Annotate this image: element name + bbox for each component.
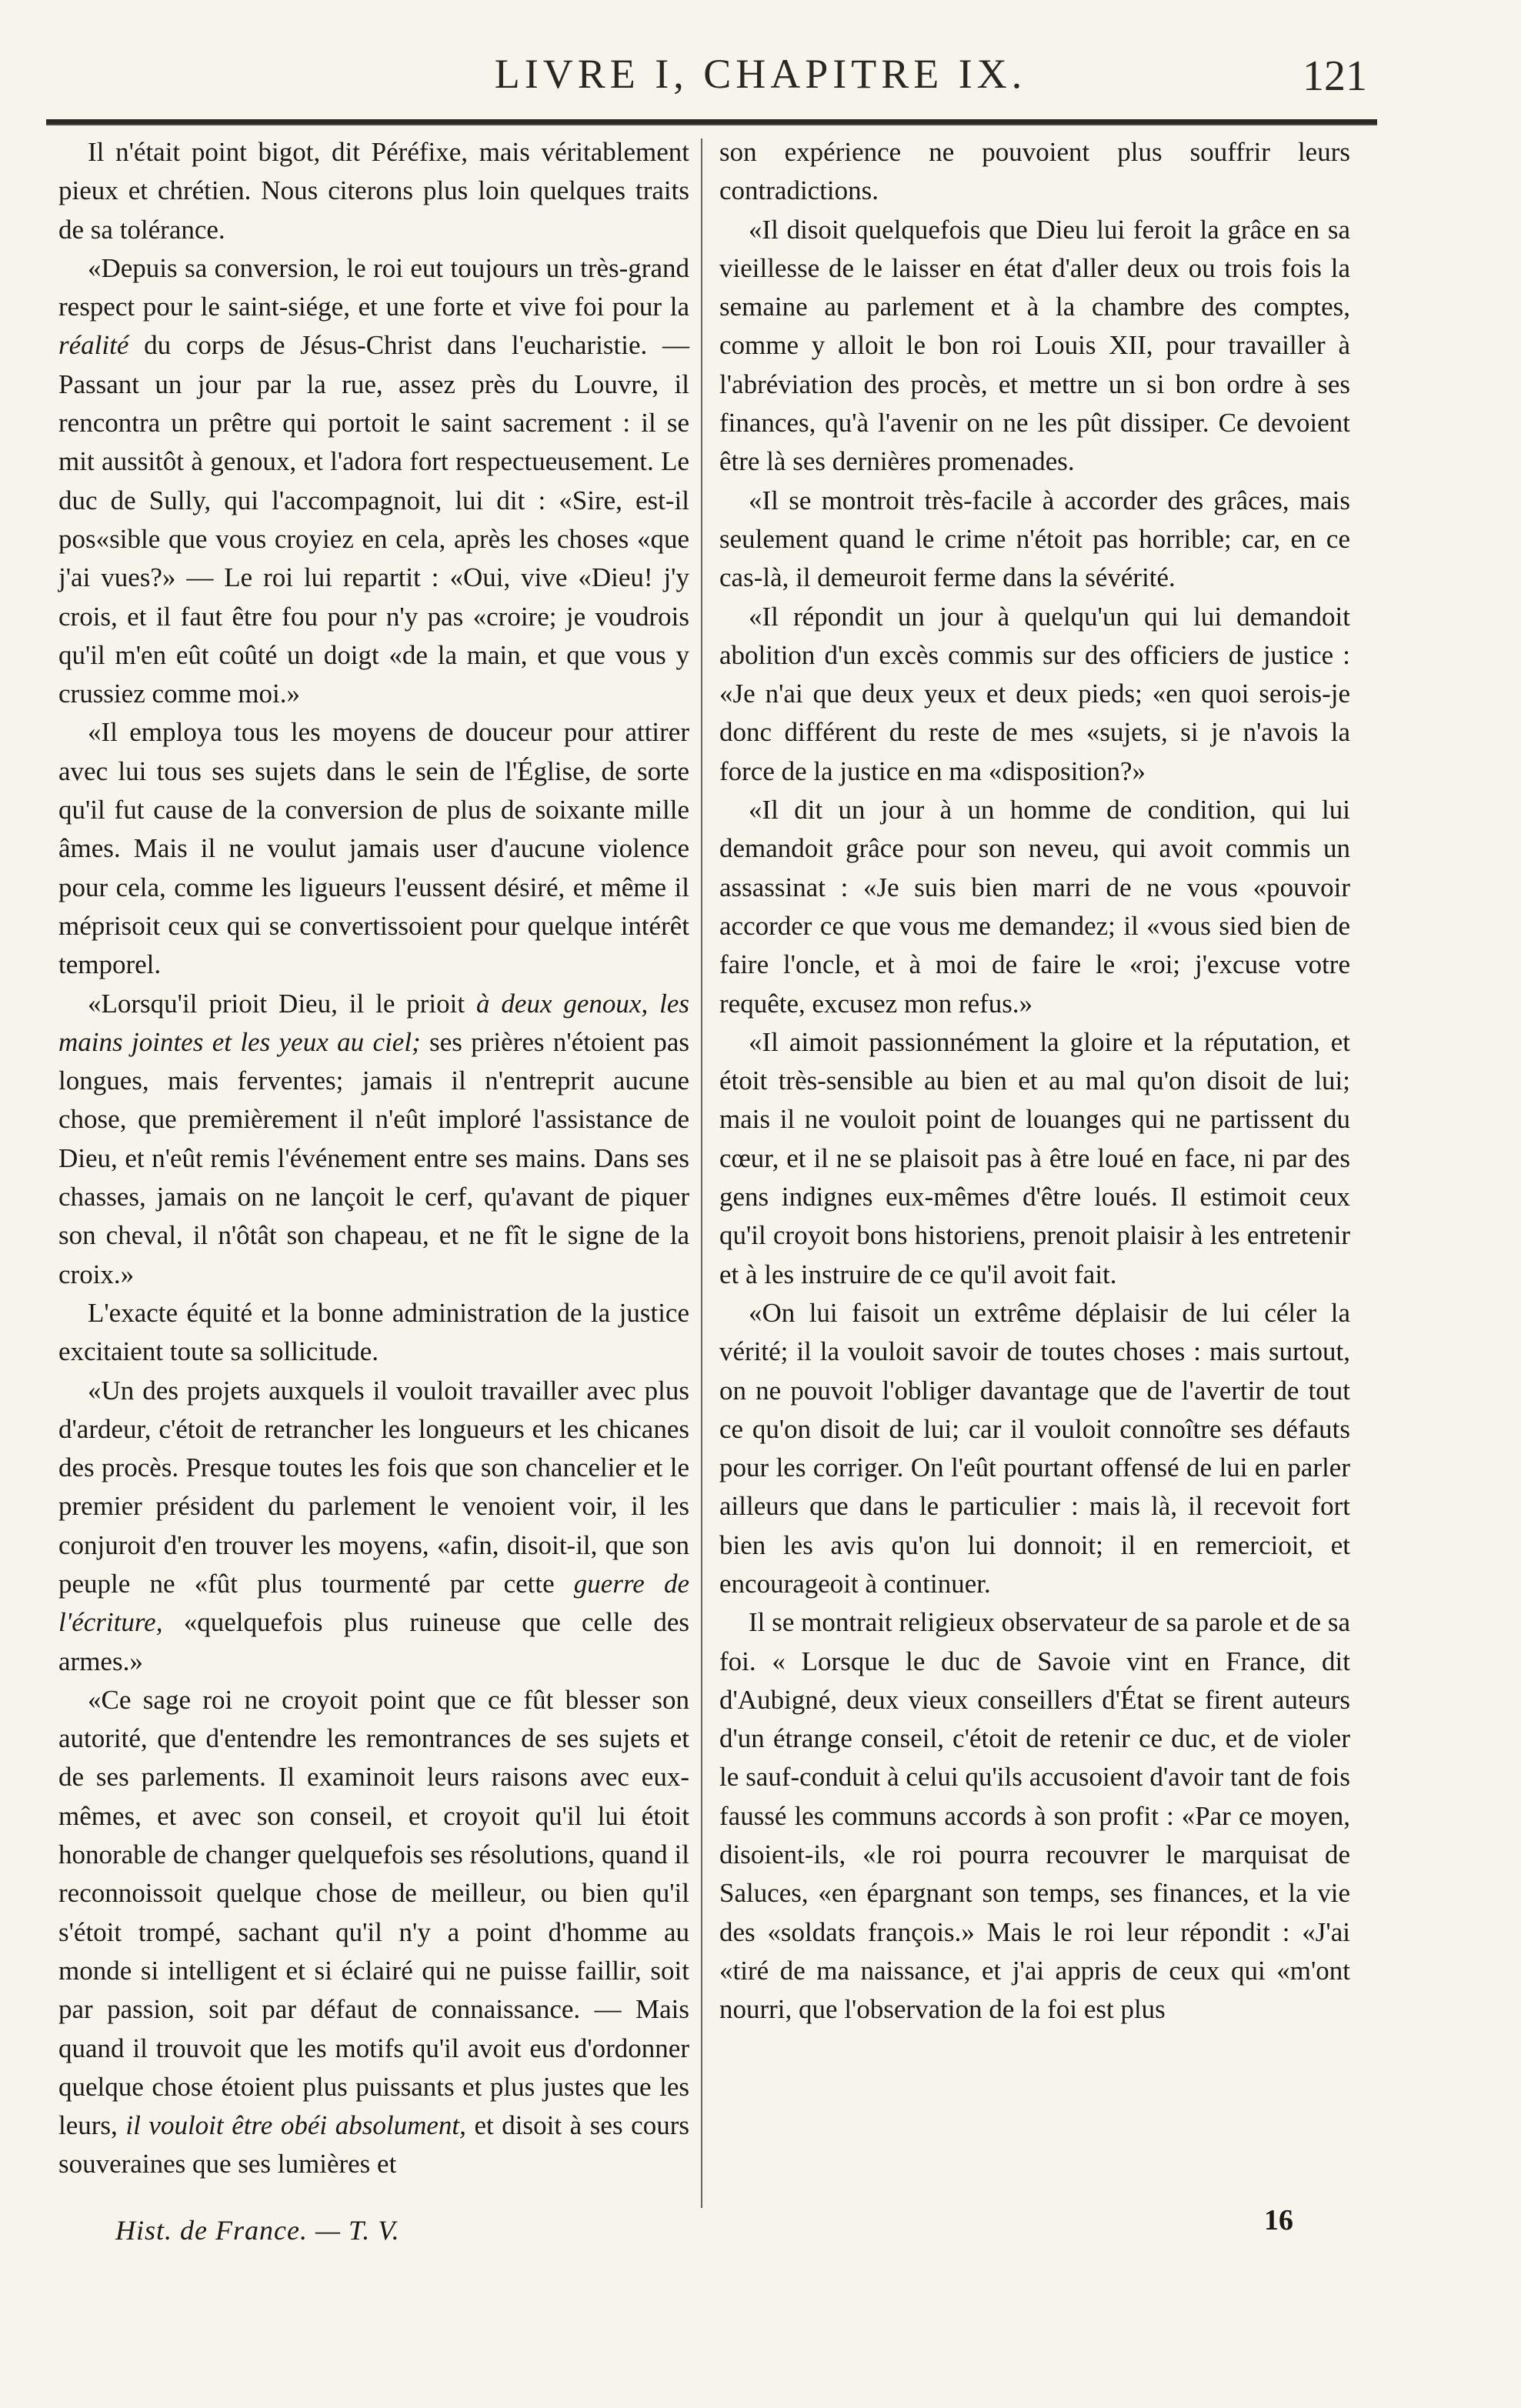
text-run: «Lorsqu'il prioit Dieu, il le prioit <box>88 988 476 1019</box>
paragraph: L'exacte équité et la bonne administration de la justice excitaient toute sa sollicitude. <box>58 1297 689 1367</box>
text-run: du corps de Jésus-Christ dans l'eucharistie. — Passant un jour par la rue, assez près du Louvre, il rencontra un prêtre qui portoit le saint sacrement : il se mit aussitôt à genoux, et l'adora fort respectueusement. Le duc de Sully, qui l'accompagnoit, lui dit : «Sire, est-il pos«sible que vous croyiez en cela, après les choses «que j'ai vues?» — Le roi lui repartit : «Oui, vive «Dieu! j'y crois, et il faut être fou pour n'y pas «croire; je voudrois qu'il m'en eût coûté un doigt «de la main, et que vous y crussiez comme moi.» <box>58 330 689 709</box>
running-head: LIVRE I, CHAPITRE IX. <box>494 51 1027 97</box>
paragraph <box>58 1681 689 2184</box>
text-run: ses prières n'étoient pas longues, mais ferventes; jamais il n'entreprit aucune chose, que premièrement il n'eût imploré l'assistance de Dieu, et n'eût remis l'événement entre ses mains. Dans ses chasses, jamais on ne lançoit le cerf, qu'avant de piquer son cheval, il n'ôtât son chapeau, et ne fît le signe de la croix.» <box>58 1026 689 1289</box>
italic-text: guerre de l'écriture, <box>58 1568 689 1638</box>
text-run: et disoit à ses cours souveraines que ses lumières et <box>58 2110 689 2180</box>
paragraph: Il se montrait religieux observateur de sa parole et de sa foi. « Lorsque le duc de Savoie vint en France, dit d'Aubigné, deux vieux conseillers d'État se firent auteurs d'un étrange conseil, c'étoit de retenir ce duc, et de violer le sauf-conduit à celui qu'ils accusoient d'avoir tant de fois faussé les communs accords à son profit : «Par ce moyen, disoient-ils, «le roi pourra recouvrer le marquisat de Saluces, «en épargnant son temps, ses finances, et la vie des «soldats françois.» Mais le roi leur répondit : «J'ai «tiré de ma naissance, et j'ai appris de ceux qui «m'ont nourri, que l'observation de la foi est plus <box>719 1607 1350 2025</box>
paragraph: «Il employa tous les moyens de douceur pour attirer avec lui tous ses sujets dans le sein de l'Église, de sorte qu'il fut cause de la conversion de plus de soixante mille âmes. Mais il ne voulut jamais user d'aucune violence pour cela, comme les ligueurs l'eussent désiré, et même il méprisoit ceux qui se convertissoient pour quelque intérêt temporel. <box>58 717 689 980</box>
paragraph: son expérience ne pouvoient plus souffrir leurs contradictions. <box>719 137 1350 206</box>
paragraph: «On lui faisoit un extrême déplaisir de lui céler la vérité; il la vouloit savoir de toutes choses : mais surtout, on ne pouvoit l'obliger davantage que de l'avertir de tout ce qu'on disoit de lui; car il vouloit connoître ses défauts pour les corriger. On l'eût pourtant offensé de lui en parler ailleurs que dans le particulier : mais là, il recevoit fort bien les avis qu'on lui donnoit; il en remercioit, et encourageoit à continuer. <box>719 1297 1350 1599</box>
text-run: «Ce sage roi ne croyoit point que ce fût blesser son autorité, que d'entendre les remontrances de ses sujets et de ses parlements. Il examinoit leurs raisons avec eux-mêmes, et avec son conseil, et croyoit qu'il lui étoit honorable de changer quelquefois ses résolutions, quand il reconnoissoit quelque chose de meilleur, ou bien qu'il s'étoit trompé, sachant qu'il n'y a point d'homme au monde si intelligent et si éclairé qui ne puisse faillir, soit par passion, soit par défaut de connaissance. — Mais quand il trouvoit que les motifs qu'il avoit eus d'ordonner quelque chose étoient plus puissants et plus justes que les leurs, <box>58 1684 689 2141</box>
header-rule <box>46 119 1377 125</box>
italic-text: il vouloit être obéi absolument, <box>125 2110 466 2141</box>
page-header <box>0 42 1521 112</box>
italic-text: réalité <box>58 330 129 361</box>
paragraph: Il n'était point bigot, dit Péréfixe, mais véritablement pieux et chrétien. Nous citerons plus loin quelques traits de sa tolérance. <box>58 137 689 245</box>
italic-text: à deux genoux, les mains jointes et les yeux au ciel; <box>58 988 689 1057</box>
text-run: «Un des projets auxquels il vouloit travailler avec plus d'ardeur, c'étoit de retrancher les longueurs et les chicanes des procès. Presque toutes les fois que son chancelier et le premier président du parlement le venoient voir, il les conjuroit d'en trouver les moyens, «afin, disoit-il, que son peuple ne «fût plus tourmenté par cette <box>58 1375 689 1599</box>
column-divider <box>701 138 702 2208</box>
paragraph <box>58 1372 689 1681</box>
paragraph: «Il dit un jour à un homme de condition, qui lui demandoit grâce pour son neveu, qui avoit commis un assassinat : «Je suis bien marri de ne vous «pouvoir accorder ce que vous me demandez; il «vous sied bien de faire l'oncle, et à moi de faire le «roi; j'excuse votre requête, excusez mon refus.» <box>719 795 1350 1019</box>
text-run: «quelquefois plus ruineuse que celle des armes.» <box>58 1607 689 1676</box>
paragraph <box>58 985 689 1294</box>
signature-mark: 16 <box>1264 2204 1293 2236</box>
paragraph <box>58 249 689 714</box>
paragraph: «Il répondit un jour à quelqu'un qui lui demandoit abolition d'un excès commis sur des officiers de justice : «Je n'ai que deux yeux et deux pieds; «en quoi serois-je donc différent du reste de mes «sujets, si je n'avois la force de la justice en ma «disposition?» <box>719 601 1350 786</box>
left-column <box>58 133 689 2184</box>
paragraph: «Il aimoit passionnément la gloire et la réputation, et étoit très-sensible au bien et au mal qu'on disoit de lui; mais il ne vouloit point de louanges qui ne partissent du cœur, et il ne se plaisoit pas à être loué en face, ni par des gens indignes eux-mêmes d'être loués. Il estimoit ceux qu'il croyoit bons historiens, prenoit plaisir à les entretenir et à les instruire de ce qu'il avoit fait. <box>719 1026 1350 1289</box>
text-run: «Depuis sa conversion, le roi eut toujours un très-grand respect pour le saint-siége, et une forte et vive foi pour la <box>58 252 689 322</box>
right-column <box>719 133 1350 2029</box>
page-number: 121 <box>1303 52 1367 100</box>
footer-signature: Hist. de France. — T. V. <box>115 2215 400 2246</box>
paragraph: «Il disoit quelquefois que Dieu lui feroit la grâce en sa vieillesse de le laisser en état d'aller deux ou trois fois la semaine au parlement et à la chambre des comptes, comme y alloit le bon roi Louis XII, pour travailler à l'abréviation des procès, et mettre un si bon ordre à ses finances, qu'à l'avenir on ne les pût dissiper. Ce devoient être là ses dernières promenades. <box>719 214 1350 477</box>
paragraph: «Il se montroit très-facile à accorder des grâces, mais seulement quand le crime n'étoit pas horrible; car, en ce cas-là, il demeuroit ferme dans la sévérité. <box>719 485 1350 593</box>
